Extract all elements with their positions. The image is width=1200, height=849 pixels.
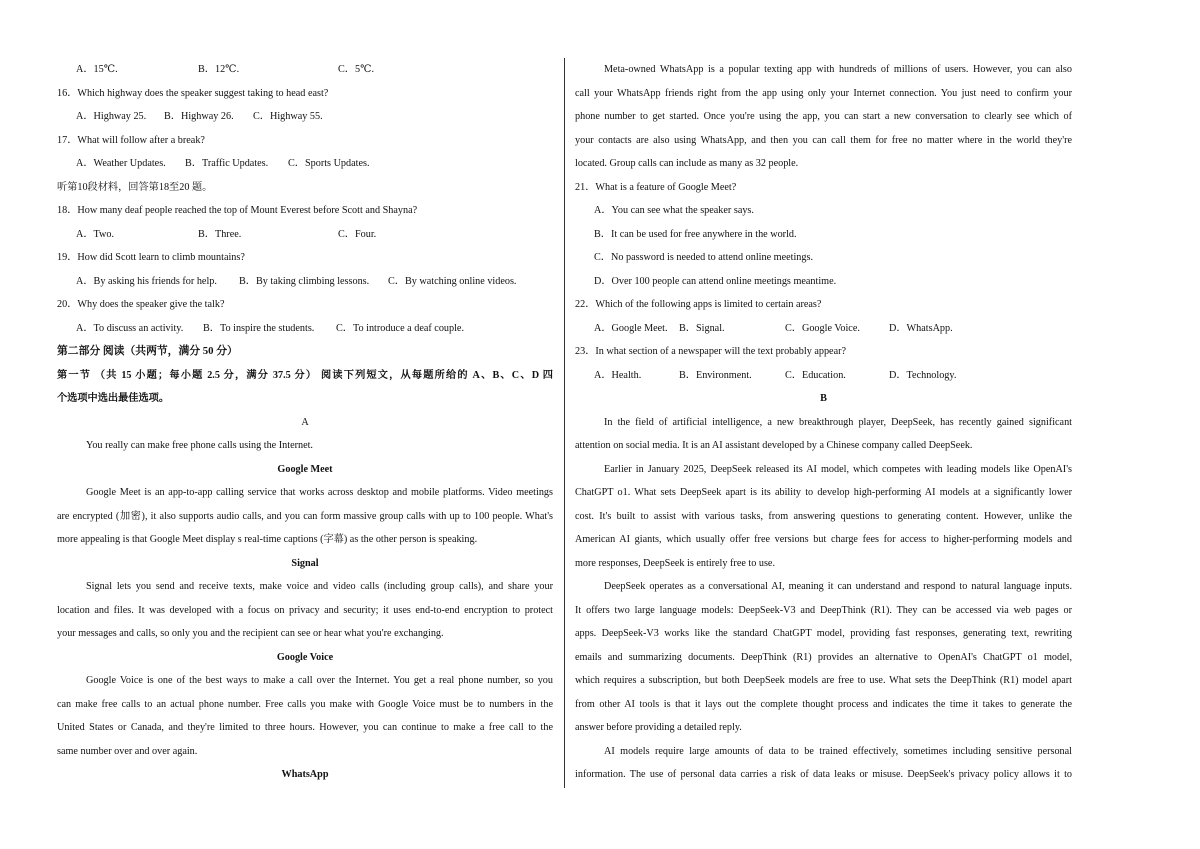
- q23-option-d: D．Technology.: [889, 369, 957, 381]
- q17-options: [57, 152, 553, 176]
- q23-option-a: A．Health.: [594, 369, 642, 381]
- q18-option-a: A．Two.: [76, 228, 115, 240]
- q15-option-a: A．15℃.: [76, 64, 118, 75]
- q20-options: [57, 317, 553, 341]
- q21-option-d: D．Over 100 people can attend online meetings meantime.: [594, 275, 837, 287]
- google-voice-line: same number over and over again.: [57, 745, 198, 757]
- passage-b-line: In the field of artificial intelligence, a new breakthrough player, DeepSeek, has recently gained significant: [604, 416, 1072, 428]
- whatsapp-title: WhatsApp: [281, 769, 329, 780]
- q21-stem: 21．What is a feature of Google Meet?: [575, 181, 737, 193]
- whatsapp-line: phone number to get started. Once you're using the app, you can start a new conversation to clearly see which of: [575, 111, 1072, 122]
- whatsapp-line: call your WhatsApp friends right from the app using only your Internet connection. You just need to confirm your: [575, 87, 1072, 99]
- right-column: [575, 58, 1072, 787]
- passage-b-line: apps. DeepSeek-V3 works like the standard ChatGPT model, providing fast responses, generating text, rewriting: [575, 628, 1072, 639]
- signal-line: Signal lets you send and receive texts, make voice and video calls (including group calls), and share your: [86, 581, 553, 592]
- q16-option-c: C．Highway 55.: [253, 111, 323, 122]
- section-one-instruction-line-2: 个选项中选出最佳选项。: [57, 393, 170, 404]
- passage-b-line: information. The use of personal data carries a risk of data leaks or misuse. DeepSeek's privacy policy allows it to: [575, 769, 1072, 780]
- q18-option-b: B．Three.: [198, 228, 242, 240]
- passage-b-line: from other AI tools is that it lays out the complete thought process and indicates the time it takes to generate the: [575, 698, 1072, 710]
- google-meet-line: more appealing is that Google Meet display s real-time captions (字幕) as the other person is speaking.: [57, 534, 478, 545]
- q19-option-c: C．By watching online videos.: [388, 275, 517, 287]
- passage-b-line: attention on social media. It is an AI assistant developed by a Chinese company called DeepSeek.: [575, 440, 973, 451]
- google-meet-title: Google Meet: [277, 463, 333, 475]
- q22-options: [575, 317, 1072, 341]
- q17-option-a: A．Weather Updates.: [76, 158, 166, 169]
- q21-option-a: A．You can see what the speaker says.: [594, 205, 754, 216]
- q20-option-b: B．To inspire the students.: [203, 322, 315, 334]
- google-voice-title: Google Voice: [276, 651, 334, 663]
- google-voice-line: Google Voice is one of the best ways to make a call over the Internet. You get a real phone number, so you: [86, 675, 553, 686]
- q22-stem: 22．Which of the following apps is limited to certain areas?: [575, 299, 822, 310]
- q16-stem: 16．Which highway does the speaker suggest taking to head east?: [57, 87, 329, 99]
- q23-option-b: B．Environment.: [679, 369, 752, 381]
- q15-options: [57, 58, 553, 82]
- q21-option-b: B．It can be used for free anywhere in the world.: [594, 228, 797, 240]
- passage-b-line: American AI giants, which usually offer free versions but charge fees for access to higher-performing models and: [575, 534, 1072, 545]
- q19-option-a: A．By asking his friends for help.: [76, 275, 217, 287]
- q23-option-c: C．Education.: [785, 369, 846, 381]
- passage-b-line: DeepSeek operates as a conversational AI, meaning it can understand and respond to natural language inputs.: [604, 581, 1072, 592]
- q16-option-b: B．Highway 26.: [164, 111, 234, 122]
- passage-b-line: emails and summarizing documents. DeepThink (R1) provides an alternative to OpenAI's ChatGPT o1 model,: [575, 651, 1072, 663]
- passage-b-line: It offers two large language models: DeepSeek-V3 and DeepThink (R1). They can be accessed via web pages or: [575, 604, 1072, 616]
- passage-b-line: answer before providing a detailed reply.: [575, 722, 742, 733]
- q17-option-b: B．Traffic Updates.: [185, 158, 269, 169]
- google-voice-line: can make free calls to an actual phone number. Free calls you make with Google Voice must be to numbers in the: [57, 698, 553, 710]
- passage-b-line: ChatGPT o1. What sets DeepSeek apart is its ability to develop high-performing AI models at a significantly lower: [575, 487, 1072, 498]
- passage-b-line: Earlier in January 2025, DeepSeek released its AI model, which competes with leading models like OpenAI's: [604, 463, 1072, 475]
- q21-option-c: C．No password is needed to attend online meetings.: [594, 252, 813, 263]
- passage-b-line: cost. It's built to assist with various tasks, from answering questions to generating content. However, unlike the: [575, 510, 1072, 522]
- q17-stem: 17．What will follow after a break?: [57, 134, 205, 146]
- q19-options: [57, 270, 553, 294]
- q22-option-a: A．Google Meet.: [594, 322, 668, 334]
- material-10-instruction: 听第10段材料，回答第18至20 题。: [57, 181, 213, 193]
- q22-option-c: C．Google Voice.: [785, 322, 860, 334]
- q22-option-d: D．WhatsApp.: [889, 322, 953, 334]
- q17-option-c: C．Sports Updates.: [288, 158, 370, 169]
- column-divider: [564, 58, 565, 788]
- google-meet-line: are encrypted (加密), it also supports audio calls, and you can form massive group calls with up to 100 people. What's: [57, 510, 553, 522]
- passage-b-label: B: [820, 393, 827, 404]
- signal-title: Signal: [291, 557, 319, 569]
- passage-b-line: AI models require large amounts of data to be trained effectively, sometimes including sensitive personal: [604, 745, 1072, 757]
- signal-line: your messages and calls, so only you and the recipient can see or hear what you're exchanging.: [57, 628, 444, 639]
- q23-stem: 23．In what section of a newspaper will the text probably appear?: [575, 346, 847, 357]
- q16-option-a: A．Highway 25.: [76, 111, 147, 122]
- left-column: [57, 58, 553, 787]
- part-two-heading: 第二部分 阅读（共两节，满分 50 分）: [57, 345, 238, 357]
- q15-option-b: B．12℃.: [198, 64, 240, 75]
- google-voice-line: United States or Canada, and they're limited to three hours. However, you can continue to make a free call to the: [57, 722, 553, 733]
- google-meet-line: Google Meet is an app-to-app calling service that works across desktop and mobile platforms. Video meetings: [86, 487, 553, 498]
- q20-option-c: C．To introduce a deaf couple.: [336, 322, 464, 334]
- passage-a-intro: You really can make free phone calls using the Internet.: [86, 440, 313, 451]
- q18-options: [57, 223, 553, 247]
- q16-options: [57, 105, 553, 129]
- q18-stem: 18．How many deaf people reached the top of Mount Everest before Scott and Shayna?: [57, 205, 418, 216]
- q23-options: [575, 364, 1072, 388]
- whatsapp-line: Meta-owned WhatsApp is a popular texting app with hundreds of millions of users. However, you can also: [604, 64, 1072, 75]
- passage-b-line: more responses, DeepSeek is entirely free to use.: [575, 557, 776, 569]
- signal-line: location and files. It was developed with a focus on privacy and security; it uses end-to-end encryption to protect: [57, 604, 553, 616]
- q19-option-b: B．By taking climbing lessons.: [239, 275, 370, 287]
- q22-option-b: B．Signal.: [679, 322, 725, 334]
- q19-stem: 19．How did Scott learn to climb mountains?: [57, 252, 245, 263]
- whatsapp-line: your contacts are also using WhatsApp, and then you can call them for free no matter where in the world they're: [575, 134, 1072, 146]
- passage-a-label: A: [301, 416, 309, 428]
- section-one-instruction-line-1: 第一节 （共 15 小题；每小题 2.5 分，满分 37.5 分） 阅读下列短文，从每题所给的 A、B、C、D 四: [57, 369, 553, 381]
- q15-option-c: C．5℃.: [338, 64, 375, 75]
- q18-option-c: C．Four.: [338, 228, 377, 240]
- whatsapp-line: located. Group calls can include as many as 32 people.: [575, 158, 799, 169]
- q20-option-a: A．To discuss an activity.: [76, 322, 184, 334]
- q20-stem: 20．Why does the speaker give the talk?: [57, 299, 225, 310]
- passage-b-line: which requires a subscription, but both DeepSeek models are free to use. What sets the DeepThink (R1) model apart: [575, 675, 1072, 686]
